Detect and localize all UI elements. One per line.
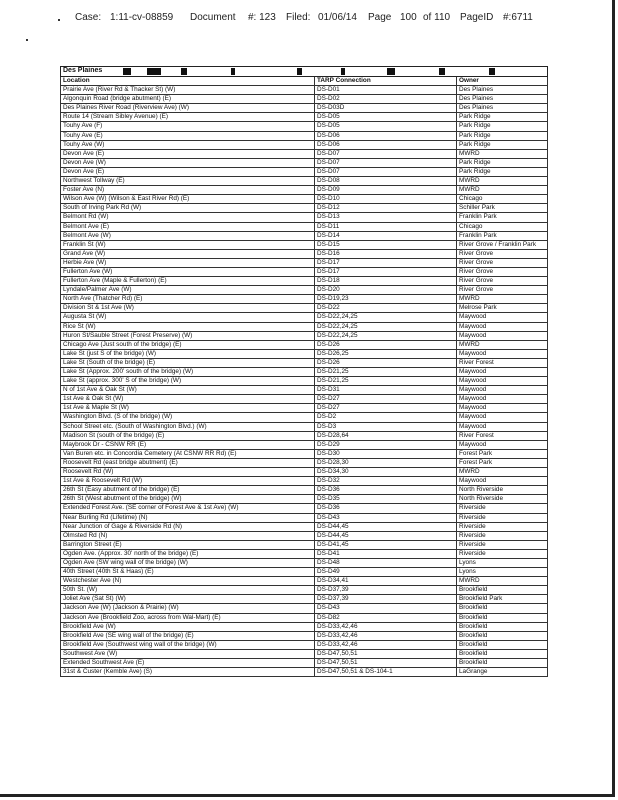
table-row <box>61 640 548 649</box>
tarp-connection-cell: DS-D31 <box>315 386 457 395</box>
location-cell: Roosevelt Rd (W) <box>61 468 315 477</box>
document-label: Document <box>190 12 236 23</box>
owner-cell: Maywood <box>457 349 548 358</box>
owner-cell: River Grove <box>457 249 548 258</box>
tarp-connection-cell: DS-D41 <box>315 549 457 558</box>
tarp-connection-cell: DS-D44,45 <box>315 531 457 540</box>
table-row <box>61 186 548 195</box>
table-row <box>61 177 548 186</box>
table-row <box>61 204 548 213</box>
tarp-connection-cell: DS-D43 <box>315 513 457 522</box>
owner-cell: Riverside <box>457 531 548 540</box>
table-row <box>61 258 548 267</box>
owner-cell: Park Ridge <box>457 131 548 140</box>
tarp-connection-cell: DS-D06 <box>315 140 457 149</box>
location-cell: Touhy Ave (F) <box>61 122 315 131</box>
table-row <box>61 377 548 386</box>
location-cell: Maybrook Dr - CSNW RR (E) <box>61 440 315 449</box>
location-cell: 1st Ave & Oak St (W) <box>61 395 315 404</box>
table-row <box>61 222 548 231</box>
tarp-connection-cell: DS-D22 <box>315 304 457 313</box>
owner-cell: Schiller Park <box>457 204 548 213</box>
page-number: 100 <box>400 12 417 23</box>
table-row <box>61 149 548 158</box>
owner-cell: Des Plaines <box>457 95 548 104</box>
location-cell: Ogden Ave. (Approx. 30' north of the bridge) (E) <box>61 549 315 558</box>
table-row <box>61 267 548 276</box>
tarp-connection-cell: DS-D05 <box>315 113 457 122</box>
location-cell: Grand Ave (W) <box>61 249 315 258</box>
pageid-label: PageID <box>460 12 494 23</box>
tarp-connection-cell: DS-D27 <box>315 395 457 404</box>
owner-cell: River Grove <box>457 286 548 295</box>
redaction-mark <box>489 68 495 75</box>
location-cell: North Ave (Thatcher Rd) (E) <box>61 295 315 304</box>
tarp-connection-cell: DS-D28,30 <box>315 458 457 467</box>
owner-cell: Park Ridge <box>457 158 548 167</box>
table-row <box>61 549 548 558</box>
table-row <box>61 358 548 367</box>
tarp-connection-cell: DS-D20 <box>315 286 457 295</box>
scan-speck <box>58 19 60 21</box>
tarp-connection-cell: DS-D07 <box>315 167 457 176</box>
tarp-connection-cell: DS-D33,42,46 <box>315 631 457 640</box>
owner-cell: Riverside <box>457 504 548 513</box>
location-cell: 40th Street (40th St & Haas) (E) <box>61 568 315 577</box>
table-row <box>61 659 548 668</box>
table-row <box>61 322 548 331</box>
tarp-connection-cell: DS-D49 <box>315 568 457 577</box>
location-cell: Rice St (W) <box>61 322 315 331</box>
table-row <box>61 86 548 95</box>
table-row <box>61 477 548 486</box>
table-row <box>61 231 548 240</box>
tarp-connection-cell: DS-D37,39 <box>315 586 457 595</box>
table-row <box>61 431 548 440</box>
owner-cell: Brookfield <box>457 622 548 631</box>
owner-cell: Brookfield <box>457 631 548 640</box>
location-cell: Extended Forest Ave. (SE corner of Forest Ave & 1st Ave) (W) <box>61 504 315 513</box>
owner-cell: Melrose Park <box>457 304 548 313</box>
location-cell: School Street etc. (South of Washington Blvd.) (W) <box>61 422 315 431</box>
location-cell: Jackson Ave (W) (Jackson & Prairie) (W) <box>61 604 315 613</box>
owner-cell: MWRD <box>457 186 548 195</box>
table-row <box>61 513 548 522</box>
tarp-connection-cell: DS-D07 <box>315 158 457 167</box>
owner-cell: Brookfield <box>457 640 548 649</box>
owner-cell: Park Ridge <box>457 167 548 176</box>
redaction-mark <box>341 68 345 75</box>
location-cell: Near Junction of Gage & Riverside Rd (N) <box>61 522 315 531</box>
tarp-connection-cell: DS-D33,42,46 <box>315 640 457 649</box>
owner-cell: Riverside <box>457 522 548 531</box>
tarp-connection-cell: DS-D29 <box>315 440 457 449</box>
location-cell: Wilson Ave (W) (Wilson & East River Rd) (E) <box>61 195 315 204</box>
location-cell: 50th St. (W) <box>61 586 315 595</box>
table-row <box>61 386 548 395</box>
table-row <box>61 340 548 349</box>
tarp-connection-cell: DS-D11 <box>315 222 457 231</box>
owner-cell: Riverside <box>457 513 548 522</box>
owner-cell: North Riverside <box>457 495 548 504</box>
tarp-connection-cell: DS-D41,45 <box>315 540 457 549</box>
table-header-row <box>61 77 548 86</box>
table-row <box>61 404 548 413</box>
column-header-location: Location <box>61 77 315 86</box>
tarp-connection-cell: DS-D17 <box>315 267 457 276</box>
location-cell: Touhy Ave (W) <box>61 140 315 149</box>
owner-cell: Lyons <box>457 558 548 567</box>
owner-cell: MWRD <box>457 149 548 158</box>
location-cell: Westchester Ave (N) <box>61 577 315 586</box>
table-row <box>61 604 548 613</box>
owner-cell: Brookfield <box>457 659 548 668</box>
tarp-connection-cell: DS-D30 <box>315 449 457 458</box>
tarp-connection-cell: DS-D26,25 <box>315 349 457 358</box>
table-row <box>61 649 548 658</box>
location-cell: Southwest Ave (W) <box>61 649 315 658</box>
table-row <box>61 277 548 286</box>
location-cell: Jackson Ave (Brookfield Zoo, across from Wal-Mart) (E) <box>61 613 315 622</box>
location-cell: Ogden Ave (SW wing wall of the bridge) (W) <box>61 558 315 567</box>
location-cell: Des Plaines River Road (Riverview Ave) (W) <box>61 104 315 113</box>
location-cell: Route 14 (Stream Sibley Avenue) (E) <box>61 113 315 122</box>
tarp-connection-cell: DS-D44,45 <box>315 522 457 531</box>
owner-cell: MWRD <box>457 340 548 349</box>
tarp-connection-cell: DS-D2 <box>315 413 457 422</box>
table-row <box>61 613 548 622</box>
case-label: Case: <box>75 12 102 23</box>
location-cell: Lyndale/Palmer Ave (W) <box>61 286 315 295</box>
location-cell: Prairie Ave (River Rd & Thacker St) (W) <box>61 86 315 95</box>
case-number: 1:11-cv-08859 <box>110 12 174 23</box>
location-cell: Herbie Ave (W) <box>61 258 315 267</box>
location-cell: 1st Ave & Roosevelt Rd (W) <box>61 477 315 486</box>
location-cell: South of Irving Park Rd (W) <box>61 204 315 213</box>
table-row <box>61 213 548 222</box>
location-cell: Algonquin Road (bridge abutment) (E) <box>61 95 315 104</box>
owner-cell: North Riverside <box>457 486 548 495</box>
location-cell: Extended Southwest Ave (E) <box>61 659 315 668</box>
location-cell: Brookfield Ave (Southwest wing wall of the bridge) (W) <box>61 640 315 649</box>
tarp-connection-cell: DS-D26 <box>315 358 457 367</box>
scan-speck <box>26 39 28 41</box>
location-cell: 26th St (West abutment of the bridge) (W) <box>61 495 315 504</box>
location-cell: Belmont Ave (W) <box>61 231 315 240</box>
table-row <box>61 331 548 340</box>
tarp-connection-cell: DS-D10 <box>315 195 457 204</box>
document-number: #: 123 <box>248 12 276 23</box>
owner-cell: Des Plaines <box>457 104 548 113</box>
redaction-mark <box>297 68 302 75</box>
tarp-connection-cell: DS-D26 <box>315 340 457 349</box>
owner-cell: Brookfield <box>457 649 548 658</box>
owner-cell: Forest Park <box>457 449 548 458</box>
owner-cell: MWRD <box>457 468 548 477</box>
table-row <box>61 458 548 467</box>
location-cell: Touhy Ave (E) <box>61 131 315 140</box>
table-row <box>61 195 548 204</box>
tarp-connection-cell: DS-D05 <box>315 122 457 131</box>
owner-cell: Maywood <box>457 331 548 340</box>
owner-cell: Des Plaines <box>457 86 548 95</box>
owner-cell: Riverside <box>457 540 548 549</box>
connection-table-container <box>60 66 547 677</box>
tarp-connection-cell: DS-D22,24,25 <box>315 322 457 331</box>
location-cell: Olmsted Rd (N) <box>61 531 315 540</box>
table-row <box>61 595 548 604</box>
owner-cell: Riverside <box>457 549 548 558</box>
redaction-mark <box>147 68 161 75</box>
tarp-connection-cell: DS-D32 <box>315 477 457 486</box>
tarp-connection-cell: DS-D01 <box>315 86 457 95</box>
location-cell: Franklin St (W) <box>61 240 315 249</box>
location-cell: Near Burling Rd (Lifetime) (N) <box>61 513 315 522</box>
owner-cell: Chicago <box>457 195 548 204</box>
owner-cell: River Grove / Franklin Park <box>457 240 548 249</box>
location-cell: Chicago Ave (Just south of the bridge) (E) <box>61 340 315 349</box>
owner-cell: Park Ridge <box>457 140 548 149</box>
owner-cell: Maywood <box>457 368 548 377</box>
table-row <box>61 540 548 549</box>
table-row <box>61 349 548 358</box>
location-cell: Division St & 1st Ave (W) <box>61 304 315 313</box>
location-cell: Lake St (South of the bridge) (E) <box>61 358 315 367</box>
redaction-mark <box>231 68 235 75</box>
table-title: Des Plaines <box>63 67 103 75</box>
location-cell: Van Buren etc. in Concordia Cemetery (At CSNW RR Rd) (E) <box>61 449 315 458</box>
location-cell: Foster Ave (N) <box>61 186 315 195</box>
tarp-connection-cell: DS-D82 <box>315 613 457 622</box>
location-cell: Brookfield Ave (SE wing wall of the bridge) (E) <box>61 631 315 640</box>
table-row <box>61 395 548 404</box>
table-row <box>61 440 548 449</box>
redaction-mark <box>181 68 187 75</box>
location-cell: N of 1st Ave & Oak St (W) <box>61 386 315 395</box>
location-cell: Lake St (Approx. 200' south of the bridge) (W) <box>61 368 315 377</box>
location-cell: Fullerton Ave (W) <box>61 267 315 276</box>
owner-cell: Brookfield <box>457 586 548 595</box>
owner-cell: Maywood <box>457 477 548 486</box>
table-row <box>61 622 548 631</box>
page-label: Page <box>368 12 392 23</box>
tarp-connection-cell: DS-D14 <box>315 231 457 240</box>
redaction-mark <box>387 68 395 75</box>
tarp-connection-cell: DS-D28,64 <box>315 431 457 440</box>
table-row <box>61 577 548 586</box>
tarp-connection-cell: DS-D08 <box>315 177 457 186</box>
owner-cell: Maywood <box>457 440 548 449</box>
table-row <box>61 240 548 249</box>
table-row <box>61 158 548 167</box>
owner-cell: Franklin Park <box>457 213 548 222</box>
location-cell: Barrington Street (E) <box>61 540 315 549</box>
filed-label: Filed: <box>286 12 311 23</box>
redaction-mark <box>123 68 131 75</box>
location-cell: Northwest Tollway (E) <box>61 177 315 186</box>
column-header-owner: Owner <box>457 77 548 86</box>
table-row <box>61 468 548 477</box>
tarp-connection-cell: DS-D22,24,25 <box>315 331 457 340</box>
tarp-connection-cell: DS-D43 <box>315 604 457 613</box>
tarp-connection-cell: DS-D06 <box>315 131 457 140</box>
tarp-connection-cell: DS-D07 <box>315 149 457 158</box>
owner-cell: MWRD <box>457 177 548 186</box>
owner-cell: Maywood <box>457 377 548 386</box>
table-row <box>61 368 548 377</box>
column-header-tarp-connection: TARP Connection <box>315 77 457 86</box>
tarp-connection-cell: DS-D03D <box>315 104 457 113</box>
redaction-mark <box>439 68 445 75</box>
tarp-connection-cell: DS-D27 <box>315 404 457 413</box>
table-title-row <box>61 67 548 77</box>
table-row <box>61 304 548 313</box>
tarp-connection-cell: DS-D33,42,46 <box>315 622 457 631</box>
table-row <box>61 568 548 577</box>
table-row <box>61 122 548 131</box>
location-cell: Belmont Rd (W) <box>61 213 315 222</box>
owner-cell: River Forest <box>457 431 548 440</box>
owner-cell: MWRD <box>457 577 548 586</box>
connection-table <box>60 66 548 677</box>
owner-cell: Maywood <box>457 413 548 422</box>
location-cell: 1st Ave & Maple St (W) <box>61 404 315 413</box>
location-cell: 31st & Custer (Kemble Ave) (S) <box>61 668 315 677</box>
tarp-connection-cell: DS-D15 <box>315 240 457 249</box>
location-cell: Brookfield Ave (W) <box>61 622 315 631</box>
location-cell: Joliet Ave (Sat St) (W) <box>61 595 315 604</box>
tarp-connection-cell: DS-D09 <box>315 186 457 195</box>
owner-cell: Maywood <box>457 313 548 322</box>
table-row <box>61 495 548 504</box>
tarp-connection-cell: DS-D16 <box>315 249 457 258</box>
tarp-connection-cell: DS-D19,23 <box>315 295 457 304</box>
location-cell: Huron St/Sauble Street (Forest Preserve) (W) <box>61 331 315 340</box>
table-row <box>61 295 548 304</box>
tarp-connection-cell: DS-D17 <box>315 258 457 267</box>
table-row <box>61 631 548 640</box>
table-row <box>61 104 548 113</box>
owner-cell: Lyons <box>457 568 548 577</box>
table-row <box>61 95 548 104</box>
tarp-connection-cell: DS-D21,25 <box>315 368 457 377</box>
table-row <box>61 668 548 677</box>
owner-cell: Maywood <box>457 386 548 395</box>
tarp-connection-cell: DS-D48 <box>315 558 457 567</box>
table-row <box>61 586 548 595</box>
table-row <box>61 113 548 122</box>
tarp-connection-cell: DS-D12 <box>315 204 457 213</box>
tarp-connection-cell: DS-D34,30 <box>315 468 457 477</box>
table-row <box>61 413 548 422</box>
location-cell: Devon Ave (E) <box>61 167 315 176</box>
table-row <box>61 140 548 149</box>
owner-cell: River Grove <box>457 277 548 286</box>
location-cell: Washington Blvd. (S of the bridge) (W) <box>61 413 315 422</box>
pageid-number: #:6711 <box>503 12 533 23</box>
owner-cell: Brookfield Park <box>457 595 548 604</box>
owner-cell: River Grove <box>457 258 548 267</box>
location-cell: Fullerton Ave (Maple & Fullerton) (E) <box>61 277 315 286</box>
table-row <box>61 522 548 531</box>
owner-cell: Franklin Park <box>457 231 548 240</box>
owner-cell: River Grove <box>457 267 548 276</box>
table-row <box>61 313 548 322</box>
owner-cell: MWRD <box>457 295 548 304</box>
table-row <box>61 504 548 513</box>
tarp-connection-cell: DS-D36 <box>315 504 457 513</box>
location-cell: Roosevelt Rd (east bridge abutment) (E) <box>61 458 315 467</box>
table-row <box>61 167 548 176</box>
owner-cell: Forest Park <box>457 458 548 467</box>
tarp-connection-cell: DS-D21,25 <box>315 377 457 386</box>
table-row <box>61 422 548 431</box>
tarp-connection-cell: DS-D47,50,51 <box>315 649 457 658</box>
table-row <box>61 486 548 495</box>
table-row <box>61 531 548 540</box>
tarp-connection-cell: DS-D47,50,51 & DS-104-1 <box>315 668 457 677</box>
tarp-connection-cell: DS-D22,24,25 <box>315 313 457 322</box>
location-cell: 26th St (Easy abutment of the bridge) (E) <box>61 486 315 495</box>
tarp-connection-cell: DS-D47,50,51 <box>315 659 457 668</box>
tarp-connection-cell: DS-D3 <box>315 422 457 431</box>
location-cell: Madison St (south of the bridge) (E) <box>61 431 315 440</box>
owner-cell: Park Ridge <box>457 113 548 122</box>
location-cell: Augusta St (W) <box>61 313 315 322</box>
location-cell: Lake St (approx. 300' S of the bridge) (W) <box>61 377 315 386</box>
tarp-connection-cell: DS-D36 <box>315 486 457 495</box>
owner-cell: Maywood <box>457 422 548 431</box>
tarp-connection-cell: DS-D13 <box>315 213 457 222</box>
location-cell: Devon Ave (W) <box>61 158 315 167</box>
page-total: of 110 <box>423 12 451 23</box>
location-cell: Devon Ave (E) <box>61 149 315 158</box>
table-title-cell <box>61 67 548 77</box>
owner-cell: Brookfield <box>457 604 548 613</box>
table-row <box>61 286 548 295</box>
tarp-connection-cell: DS-D35 <box>315 495 457 504</box>
owner-cell: Brookfield <box>457 613 548 622</box>
owner-cell: River Forest <box>457 358 548 367</box>
table-row <box>61 131 548 140</box>
table-row <box>61 449 548 458</box>
owner-cell: Maywood <box>457 404 548 413</box>
owner-cell: Chicago <box>457 222 548 231</box>
tarp-connection-cell: DS-D18 <box>315 277 457 286</box>
table-row <box>61 558 548 567</box>
filed-date: 01/06/14 <box>318 12 357 23</box>
tarp-connection-cell: DS-D34,41 <box>315 577 457 586</box>
tarp-connection-cell: DS-D02 <box>315 95 457 104</box>
owner-cell: LaGrange <box>457 668 548 677</box>
location-cell: Belmont Ave (E) <box>61 222 315 231</box>
table-row <box>61 249 548 258</box>
location-cell: Lake St (just S of the bridge) (W) <box>61 349 315 358</box>
owner-cell: Park Ridge <box>457 122 548 131</box>
owner-cell: Maywood <box>457 322 548 331</box>
tarp-connection-cell: DS-D37,39 <box>315 595 457 604</box>
owner-cell: Maywood <box>457 395 548 404</box>
